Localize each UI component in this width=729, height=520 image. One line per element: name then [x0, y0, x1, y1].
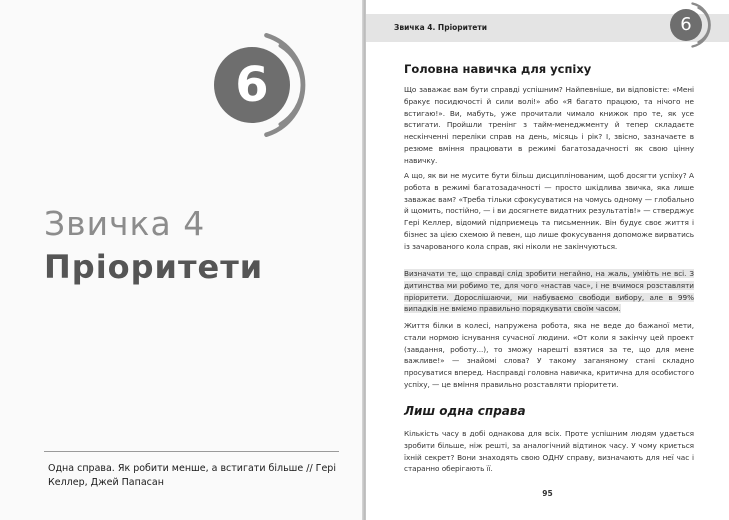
highlighted-paragraph [404, 268, 694, 315]
highlighted-text: Визначати те, що справді слід зробити негайно, на жаль, умію́ть не всі. З дитинства ми робимо те, для чого «настав час», і не вчимося розставляти пріоритети. Дорослішаючи, ми набуваємо свободи вибору, але в 99% випадків не вміємо правильно порядкувати своїм часом. [404, 269, 694, 314]
right-page [366, 0, 729, 520]
paragraph: А що, як ви не мусите бути більш дисциплінованим, щоб досягти успіху? А робота в режимі багатозадачності — просто шкідлива звичка, яка лише заважає вам? «Треба тільки сфокусуватися на чомусь одному — глобально й щомить, постійно, — і ви досягнете видатних результатів!» — стверджує Гері Келлер, відомий підприємець та письменник. Він будує своє життя і бізнес за цією схемою й певен, що лише фокусування допоможе вирватись із зачарованого кола справ, які ніколи не закінчуються. [404, 171, 694, 251]
paragraph: Кількість часу в добі однакова для всіх. Проте успішним людям удається зробити більше, ніж решті, за аналогічний відтинок часу. У чому криється їхній секрет? Вони знаходять свою ОДНУ справу, визначають для неї час і старанно оберігають її. [404, 429, 694, 474]
section-heading-one-thing: Лиш одна справа [404, 404, 526, 418]
habit-label: Звичка 4 [44, 204, 206, 243]
chapter-badge [206, 30, 316, 140]
small-chapter-badge [666, 2, 712, 48]
small-chapter-number: 6 [680, 14, 692, 35]
chapter-number: 6 [235, 57, 269, 113]
footnote-divider [44, 451, 339, 452]
left-page [0, 0, 364, 520]
book-source-footnote: Одна справа. Як робити менше, а встигати більше // Гері Келлер, Джей Папасан [48, 463, 336, 488]
page-number: 95 [542, 489, 553, 498]
section-heading-main-skill: Головна навичка для успіху [404, 62, 592, 76]
running-head: Звичка 4. Пріоритети [394, 23, 487, 32]
paragraph: Життя білки в колесі, напружена робота, яка не веде до бажаної мети, стали нормою існування сучасної людини. «От коли я закінчу цей проект (завдання, роботу...), то зможу нарешті взятися за те, що для мене важливе!» — знайомі слова? У такому заганяному стані складно просуватися вперед. Насправді головна навичка, критична для особистого успіху, — це вміння правильно розставляти пріоритети. [404, 321, 694, 389]
paragraph: Що заважає вам бути справді успішним? Найпевніше, ви відповісте: «Мені бракує посидючості й сили волі!» або «Я багато працюю, та нічого не встигаю!». Ви, мабуть, уже прочитали чимало книжок про те, як усе встигати. Пройшли тренінг з тайм-менеджменту й тепер складаєте нескінченні переліки справ на день, місяць і рік? І, звісно, зазначаєте в резюме вміння працювати в режимі багатозадачності як свою цінну навичку. [404, 85, 694, 165]
habit-title: Пріоритети [44, 248, 264, 286]
